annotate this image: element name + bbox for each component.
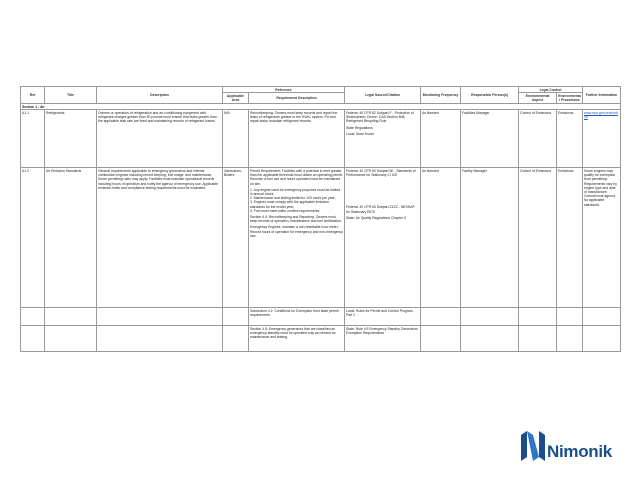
row-requirement: Recordkeeping: Owners must keep records and report the leaks of refrigerants greater to the HVAC system. Fix and repair leaks; maintain refrigerant records. (249, 110, 345, 168)
header-further-info: Further Information (583, 87, 621, 104)
regulatory-register-table (20, 86, 620, 352)
row-info-link[interactable]: www.epa.gov/section608 (583, 110, 621, 168)
row-legal-source: Local: Rules for Permit and Control Program, Part 2 (345, 308, 421, 326)
legal-line: Local: None found (346, 131, 374, 136)
requirement-part: Emergency Engines: maintain a non-resettable hour meter. Record hours of operation for emergency and non-emergency use. (250, 225, 343, 238)
row-description: Owners or operators of refrigeration and air-conditioning equipment with refrigerant charges greater than 50 pounds must ensure that leaks greater than the applicable leak rate are fixed and maintaining records of refrigerant losses. (97, 110, 223, 168)
header-env-procedures: Environmental Procedures (558, 93, 581, 103)
row-requirement: Section 4.5: Emergency generators that are classified as emergency standby must be operated only as needed for maintenance and testing. (249, 326, 345, 352)
header-description: Description (97, 87, 223, 104)
row-frequency: As Needed (421, 110, 461, 168)
header-title: Title (45, 87, 97, 104)
row-responsible: Facilities Manager (461, 110, 519, 168)
row-legal-source (345, 168, 421, 308)
legal-line: State: Air Quality Regulations Chapter 3 (346, 215, 406, 220)
row-area: Generators, Boilers (223, 168, 249, 308)
row-info: Some engines may qualify for exemption from permitting. Requirements vary by engine type and date of manufacture. Consult local agency for applicable standards. (583, 168, 621, 308)
header-requirement: Requirement Description (249, 93, 345, 104)
row-description: General requirements applicable to emergency generators and internal combustion engines including record keeping, fuel usage, and maintenance. Some permitting rules may apply. Facilities must maintain operational records including hours of operation and notify the agency of emergency use. Applicable emission limits and compliance testing requirements must be evaluated. (97, 168, 223, 308)
row-legal-source (345, 110, 421, 168)
logo-text: Nimonik (547, 442, 612, 461)
row-title: Air Emission Standards (45, 168, 97, 308)
row-aspect: Emissions (557, 110, 583, 168)
nimonik-logo (521, 427, 621, 467)
header-env-aspect: Environmental Aspect (519, 93, 557, 104)
row-ref: A1.2 (21, 168, 45, 308)
row-title: Refrigerants (45, 110, 97, 168)
table-row (21, 110, 621, 168)
row-requirement (249, 168, 345, 308)
row-controls: Control of Emissions (519, 168, 557, 308)
row-frequency: As Needed (421, 168, 461, 308)
header-ref: Ref (21, 87, 45, 104)
requirement-part: 1. Any engine used for emergency purposes must be limited in annual hours; (250, 187, 341, 196)
row-responsible: Facility Manager (461, 168, 519, 308)
header-reference: Reference (223, 87, 345, 93)
header-responsibility: Responsible Person(s) (461, 87, 519, 104)
legal-line: Federal: 40 CFR 82 Subpart F - Protection of Stratospheric Ozone: CAA Section 608, Refrigerant Recycling Rule (346, 110, 414, 124)
requirement-part: Permit Requirement: Facilities with a potential to emit greater than the applicable threshold must obtain an operating permit. Records of fuel use and hours operated must be maintained on site. (250, 168, 343, 186)
row-area: N/A (223, 110, 249, 168)
table-row (21, 168, 621, 308)
requirement-part: 2. Maintenance and testing limited to 100 hours per year; (250, 196, 336, 201)
row-controls: Control of Emissions (519, 110, 557, 168)
row-aspect: Emissions (557, 168, 583, 308)
legal-line: Federal: 40 CFR 63 Subpart ZZZZ - NESHAP for Stationary RICE (346, 205, 415, 214)
nimonik-logo-icon (521, 431, 545, 461)
header-controls: Legal Control (519, 87, 583, 93)
table-row (21, 308, 621, 326)
row-ref: A1.1 (21, 110, 45, 168)
table-row (21, 326, 621, 352)
legal-line: State Regulations (346, 125, 373, 130)
requirement-part: 3. Engines must comply with the applicable emission standards for the model year; (250, 200, 330, 209)
requirement-part: 4. Fuel must meet sulfur content requirements. (250, 208, 321, 213)
row-requirement: Subsection 4.1: Conditions for Exemption from state permit requirements. (249, 308, 345, 326)
header-frequency: Monitoring Frequency (421, 87, 461, 104)
row-legal-source: State: Rule 4.5 Emergency Standby Generators Exemption Requirements (345, 326, 421, 352)
header-legal-source: Legal Source/Citation (345, 87, 421, 104)
header-applicable-area: Applicable Area (223, 93, 249, 104)
legal-line: Federal: 40 CFR 60 Subpart IIII - Standards of Performance for Stationary CI ICE (346, 168, 416, 178)
requirement-part: Section 4.4: Recordkeeping and Reporting. Owners must keep records of operation, maintenance and fuel certification. (250, 215, 342, 224)
section-label: Section 1 - Air (21, 103, 621, 109)
